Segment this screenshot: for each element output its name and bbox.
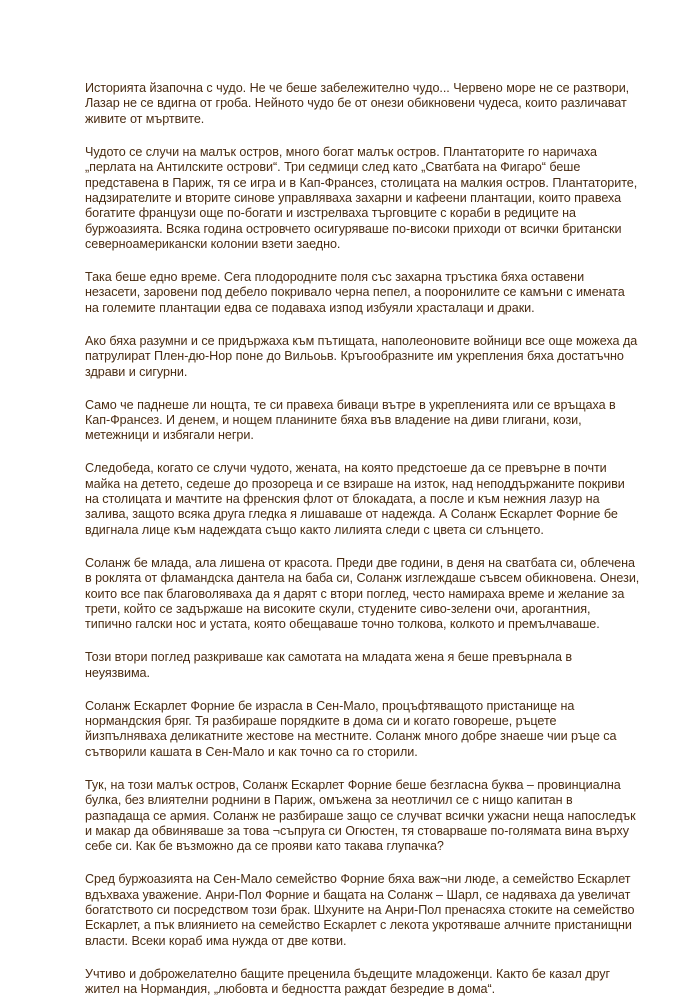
paragraph-7: Соланж бе млада, ала лишена от красота. Преди две години, в деня на сватбата си, облечена в роклята от фламандска дантела на баба си, Соланж изглеждаше съвсем обикновена. Онези, които все пак благоволяваха да я дарят с втори поглед, често намираха време и желание за трети, който се задържаше на високите скули, студените сиво-зелени очи, арогантния, типично галски нос и устата, която обещаваше точно толкова, колкото и премълчаваше. <box>85 555 640 632</box>
paragraph-12: Учтиво и доброжелателно бащите преценила бъдещите младоженци. Както бе казал друг жител на Нормандия, „любовта и бедността раждат безредие в дома“. <box>85 966 611 997</box>
paragraph-3: Така беше едно време. Сега плодородните поля със захарна тръстика бяха оставени незасети, заровени под дебело покривало черна пепел, а пооронилите се камъни с имената на големите плантации едва се подаваха изпод избуяли храсталаци и драки. <box>85 270 625 315</box>
paragraph-11: Сред буржоазията на Сен-Мало семейство Форние бяха важ¬ни люде, а семейство Ескарлет вдъхваха уважение. Анри-Пол Форние и бащата на Соланж – Шарл, се надяваха да увеличат богатството си посредством този брак. Шхуните на Анри-Пол пренасяха стоките на семейство Ескарлет, а пък влиянието на семейство Ескарлет с лекота укротяваше алчните пристанищни власти. Всеки кораб има нужда от две котви. <box>85 872 635 948</box>
paragraph-8: Този втори поглед разкриваше как самотата на младата жена я беше превърнала в неуязвима. <box>85 650 573 680</box>
paragraph-6: Следобеда, когато се случи чудото, жената, на която предстоеше да се превърне в почти майка на детето, седеше до прозореца и се взираше на изток, над неподдържаните покриви на столицата и мачтите на френския флот от блокадата, а после и към нежния лазур на залива, защото всяка друга гледка я лишаваше от надежда. А Соланж Ескарлет Форние бе вдигнала лице към надеждата също както лилията следи с цвета си слънцето. <box>85 461 625 537</box>
paragraph-1: Историята йзапочна с чудо. Не че беше забележително чудо... Червено море не се разтвори, Лазар не се вдигна от гроба. Нейното чудо бе от онези обикновени чудеса, които различават живите от мъртвите. <box>85 81 630 126</box>
paragraph-5: Само че паднеше ли нощта, те си правеха биваци вътре в укрепленията или се връщаха в Кап-Франсез. И денем, и нощем планините бяха във владение на диви глигани, кози, метежници и избягали негри. <box>85 397 616 443</box>
paragraph-4: Ако бяха разумни и се придържаха към пътищата, наполеоновите войници все още можеха да патрулират Плен-дю-Нор поне до Вильоьв. Кръгообразните им укрепления бяха достатъчно здрави и сигурни. <box>85 333 638 379</box>
paragraph-10: Тук, на този малък остров, Соланж Ескарлет Форние беше безгласна буква – провинциална булка, без влиятелни роднини в Париж, омъжена за неотличил се с нищо капитан в разпадаща се армия. Соланж не разбираше защо се случват всички ужасни неща напоследък и макар да обвиняваше за това ¬съпруга си Огюстен, тя стоварваше по-голямата вина върху себе си. Как бе възможно да се прояви като такава глупачка? <box>85 777 636 854</box>
paragraph-2: Чудото се случи на малък остров, много богат малък остров. Плантаторите го наричаха „перлата на Антилските острови“. Три седмици след като „Сватбата на Фигаро“ беше представена в Париж, тя се игра и в Кап-Франсез, столицата на малкия остров. Плантаторите, надзирателите и вторите синове управляваха захарни и кафеени плантации, които правеха богатите французи още по-богати и изстрелваха търговците с кораби в редиците на буржоазията. Всяка година островчето осигуряваше по-високи приходи от всички британски северноамерикански колонии взети заедно. <box>85 144 638 252</box>
paragraph-9: Соланж Ескарлет Форние бе израсла в Сен-Мало, процъфтяващото пристанище на нормандския бряг. Тя разбираше порядките в дома си и когато говореше, ръцете йизпълняваха деликатните жестове на местните. Соланж много добре знаеше чии ръце са сътворили кашата в Сен-Мало и как точно са го сторили. <box>85 698 617 759</box>
